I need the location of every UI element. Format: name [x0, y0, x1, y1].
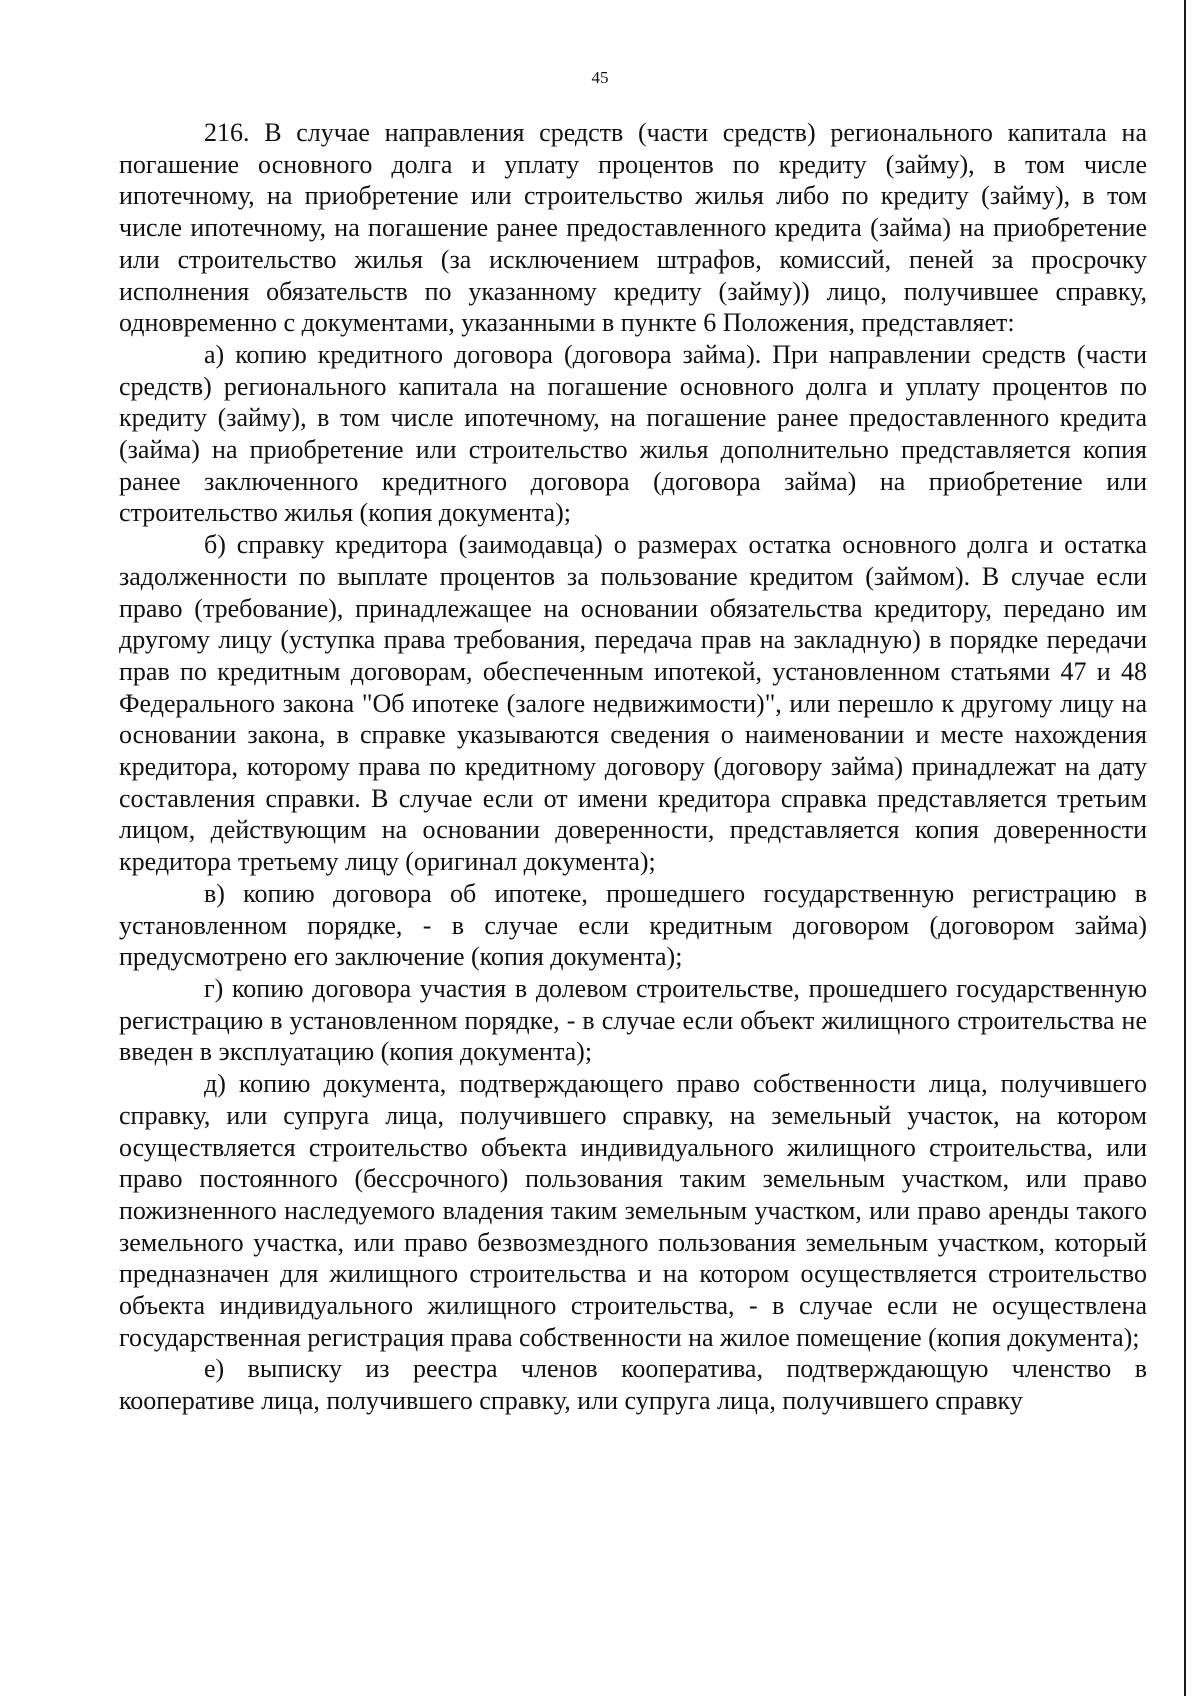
page-number: 45 [591, 68, 609, 87]
paragraph-item-v: в) копию договора об ипотеке, прошедшего государственную регистрацию в установленном порядке, - в случае если кредитным договором (договором займа) предусмотрено его заключение (копия документа); [119, 878, 1147, 972]
paragraph-216: 216. В случае направления средств (части средств) регионального капитала на погашение основного долга и уплату процентов по кредиту (займу), в том числе ипотечному, на приобретение или строительство жилья либо по кредиту (займу), в том числе ипотечному, на погашение ранее предоставленного кредита (займа) на приобретение или строительство жилья (за исключением штрафов, комиссий, пеней за просрочку исполнения обязательств по указанному кредиту (займу)) лицо, получившее справку, одновременно с документами, указанными в пункте 6 Положения, представляет: [119, 118, 1147, 338]
paragraph-item-g: г) копию договора участия в долевом строительстве, прошедшего государственную регистрацию в установленном порядке, - в случае если объект жилищного строительства не введен в эксплуатацию (копия документа); [119, 973, 1147, 1067]
paragraph-item-e: е) выписку из реестра членов кооператива, подтверждающую членство в кооперативе лица, получившего справку, или супруга лица, получившего справку [119, 1354, 1147, 1416]
paragraph-item-a: а) копию кредитного договора (договора займа). При направлении средств (части средств) регионального капитала на погашение основного долга и уплату процентов по кредиту (займу), в том числе ипотечному, на погашение ранее предоставленного кредита (займа) на приобретение или строительство жилья дополнительно представляется копия ранее заключенного кредитного договора (договора займа) на приобретение или строительство жилья (копия документа); [119, 339, 1147, 528]
paragraph-item-d: д) копию документа, подтверждающего право собственности лица, получившего справку, или супруга лица, получившего справку, на земельный участок, на котором осуществляется строительство объекта индивидуального жилищного строительства, или право постоянного (бессрочного) пользования таким земельным участком, или право пожизненного наследуемого владения таким земельным участком, или право аренды такого земельного участка, или право безвозмездного пользования земельным участком, который предназначен для жилищного строительства и на котором осуществляется строительство объекта индивидуального жилищного строительства, - в случае если не осуществлена государственная регистрация права собственности на жилое помещение (копия документа); [119, 1069, 1147, 1352]
page-edge-line [1184, 0, 1186, 1696]
paragraph-item-b: б) справку кредитора (заимодавца) о размерах остатка основного долга и остатка задолженности по выплате процентов за пользование кредитом (займом). В случае если право (требование), принадлежащее на основании обязательства кредитору, передано им другому лицу (уступка права требования, передача прав на закладную) в порядке передачи прав по кредитным договорам, обеспеченным ипотекой, установленном статьями 47 и 48 Федерального закона "Об ипотеке (залоге недвижимости)", или перешло к другому лицу на основании закона, в справке указываются сведения о наименовании и месте нахождения кредитора, которому права по кредитному договору (договору займа) принадлежат на дату составления справки. В случае если от имени кредитора справка представляется третьим лицом, действующим на основании доверенности, представляется копия доверенности кредитора третьему лицу (оригинал документа); [119, 530, 1147, 877]
document-body [119, 117, 1147, 1417]
